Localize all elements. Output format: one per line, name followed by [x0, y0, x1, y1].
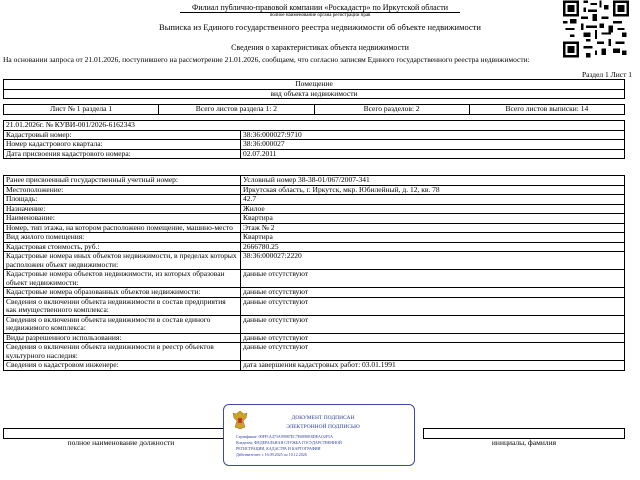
sections-total: Всего разделов: 2	[314, 105, 469, 115]
row-value: 42.7	[241, 195, 625, 205]
section-title: Сведения о характеристиках объекта недвижимости	[231, 43, 409, 52]
table-row	[4, 204, 625, 214]
row-label: Дата присвоения кадастрового номера:	[4, 149, 241, 159]
row-label: Сведения о включении объекта недвижимости в реестр объектов культурного наследия:	[4, 343, 241, 361]
row-value: 38:36:000027:9710	[241, 130, 625, 140]
stamp-title-2: ЭЛЕКТРОННОЙ ПОДПИСЬЮ	[286, 424, 360, 430]
stamp-validity: Действителен: с 16.09.2025 по 10.12.2026	[236, 452, 307, 457]
row-value: 38:36:000027:2220	[241, 252, 625, 270]
document-title: Выписка из Единого государственного реестра недвижимости об объекте недвижимости	[159, 22, 481, 32]
registrar-name: Филиал публично-правовой компании «Роскадастр» по Иркутской области	[192, 3, 448, 12]
row-label: Назначение:	[4, 204, 241, 214]
electronic-signature-stamp	[223, 404, 415, 466]
row-value: Квартира	[241, 214, 625, 224]
row-value: 38:36:000027	[241, 140, 625, 150]
sheet-number: Лист № 1 раздела 1	[4, 105, 159, 115]
table-row	[4, 223, 625, 233]
section-sheets-total: Всего листов раздела 1: 2	[159, 105, 314, 115]
table-row	[4, 297, 625, 315]
name-cell	[424, 429, 625, 439]
table-row	[4, 270, 625, 288]
row-value: данные отсутствуют	[241, 343, 625, 361]
row-label: Сведения о кадастровом инженере:	[4, 361, 241, 371]
name-label: инициалы, фамилия	[491, 438, 557, 447]
row-value: Иркутская область, г. Иркутск, мкр. Юбилейный, д. 12, кв. 78	[241, 185, 625, 195]
row-label: Наименование:	[4, 214, 241, 224]
position-cell	[4, 429, 239, 439]
table-row	[4, 176, 625, 186]
row-label: Кадастровые номера объектов недвижимости, из которых образован объект недвижимости:	[4, 270, 241, 288]
row-label: Сведения о включении объекта недвижимости в состав предприятия как имущественного комплекса:	[4, 297, 241, 315]
table-row	[4, 214, 625, 224]
document-id: 21.01.2026г. № КУВИ-001/2026-6162343	[4, 121, 625, 131]
row-value: данные отсутствуют	[241, 333, 625, 343]
qr-code	[563, 0, 629, 58]
row-value: данные отсутствуют	[241, 315, 625, 333]
row-label: Виды разрешенного использования:	[4, 333, 241, 343]
extract-sheets-total: Всего листов выписки: 14	[469, 105, 624, 115]
sheet-info-table	[3, 104, 625, 115]
table-row	[4, 185, 625, 195]
row-value: Условный номер 38-38-01/067/2007-341	[241, 176, 625, 186]
row-label: Номер кадастрового квартала:	[4, 140, 241, 150]
row-value: Жилое	[241, 204, 625, 214]
details-table	[3, 175, 625, 371]
table-row	[4, 252, 625, 270]
stamp-certificate: Сертификат: 00FF1A473A99987EC7E0890E8DEAO2F5A	[236, 434, 333, 439]
object-type-table	[3, 79, 625, 99]
row-value: Этаж № 2	[241, 223, 625, 233]
section-sheet-label: Раздел 1 Лист 1	[581, 70, 632, 79]
stamp-title-1: ДОКУМЕНТ ПОДПИСАН	[291, 415, 355, 421]
row-value: дата завершения кадастровых работ: 03.01.1991	[241, 361, 625, 371]
row-label: Местоположение:	[4, 185, 241, 195]
stamp-owner-2: РЕГИСТРАЦИИ, КАДАСТРА И КАРТОГРАФИИ	[236, 446, 321, 451]
registrar-sub-label: полное наименование органа регистрации прав	[269, 13, 371, 18]
row-label: Кадастровая стоимость, руб.:	[4, 242, 241, 252]
row-label: Площадь:	[4, 195, 241, 205]
row-label: Сведения о включении объекта недвижимости в состав единого недвижимого комплекса:	[4, 315, 241, 333]
row-value: данные отсутствуют	[241, 288, 625, 298]
object-type: Помещение	[4, 80, 625, 90]
row-label: Вид жилого помещения:	[4, 233, 241, 243]
row-label: Кадастровые номера образованных объектов недвижимости:	[4, 288, 241, 298]
row-label: Кадастровые номера иных объектов недвижимости, в пределах которых расположен объект недвижимости:	[4, 252, 241, 270]
intro-text: На основании запроса от 21.01.2026, поступившего на рассмотрение 21.01.2026, сообщаем, что согласно записям Единого государственного реестра недвижимости:	[3, 55, 530, 64]
table-row	[4, 140, 625, 150]
row-label: Ранее присвоенный государственный учетный номер:	[4, 176, 241, 186]
basic-info-table	[3, 120, 625, 159]
table-row	[4, 149, 625, 159]
table-row	[4, 361, 625, 371]
table-row	[4, 288, 625, 298]
row-value: Квартира	[241, 233, 625, 243]
table-row	[4, 343, 625, 361]
row-value: данные отсутствуют	[241, 270, 625, 288]
table-row	[4, 195, 625, 205]
row-label: Номер, тип этажа, на котором расположено помещение, машино-место	[4, 223, 241, 233]
object-type-label: вид объекта недвижимости	[4, 89, 625, 99]
row-label: Кадастровый номер:	[4, 130, 241, 140]
row-value: данные отсутствуют	[241, 297, 625, 315]
position-label: полное наименование должности	[67, 438, 175, 447]
stamp-owner: Владелец: ФЕДЕРАЛЬНАЯ СЛУЖБА ГОСУДАРСТВЕННОЙ	[236, 440, 342, 445]
row-value: 02.07.2011	[241, 149, 625, 159]
table-row	[4, 315, 625, 333]
table-row	[4, 233, 625, 243]
row-value: 2666780.25	[241, 242, 625, 252]
